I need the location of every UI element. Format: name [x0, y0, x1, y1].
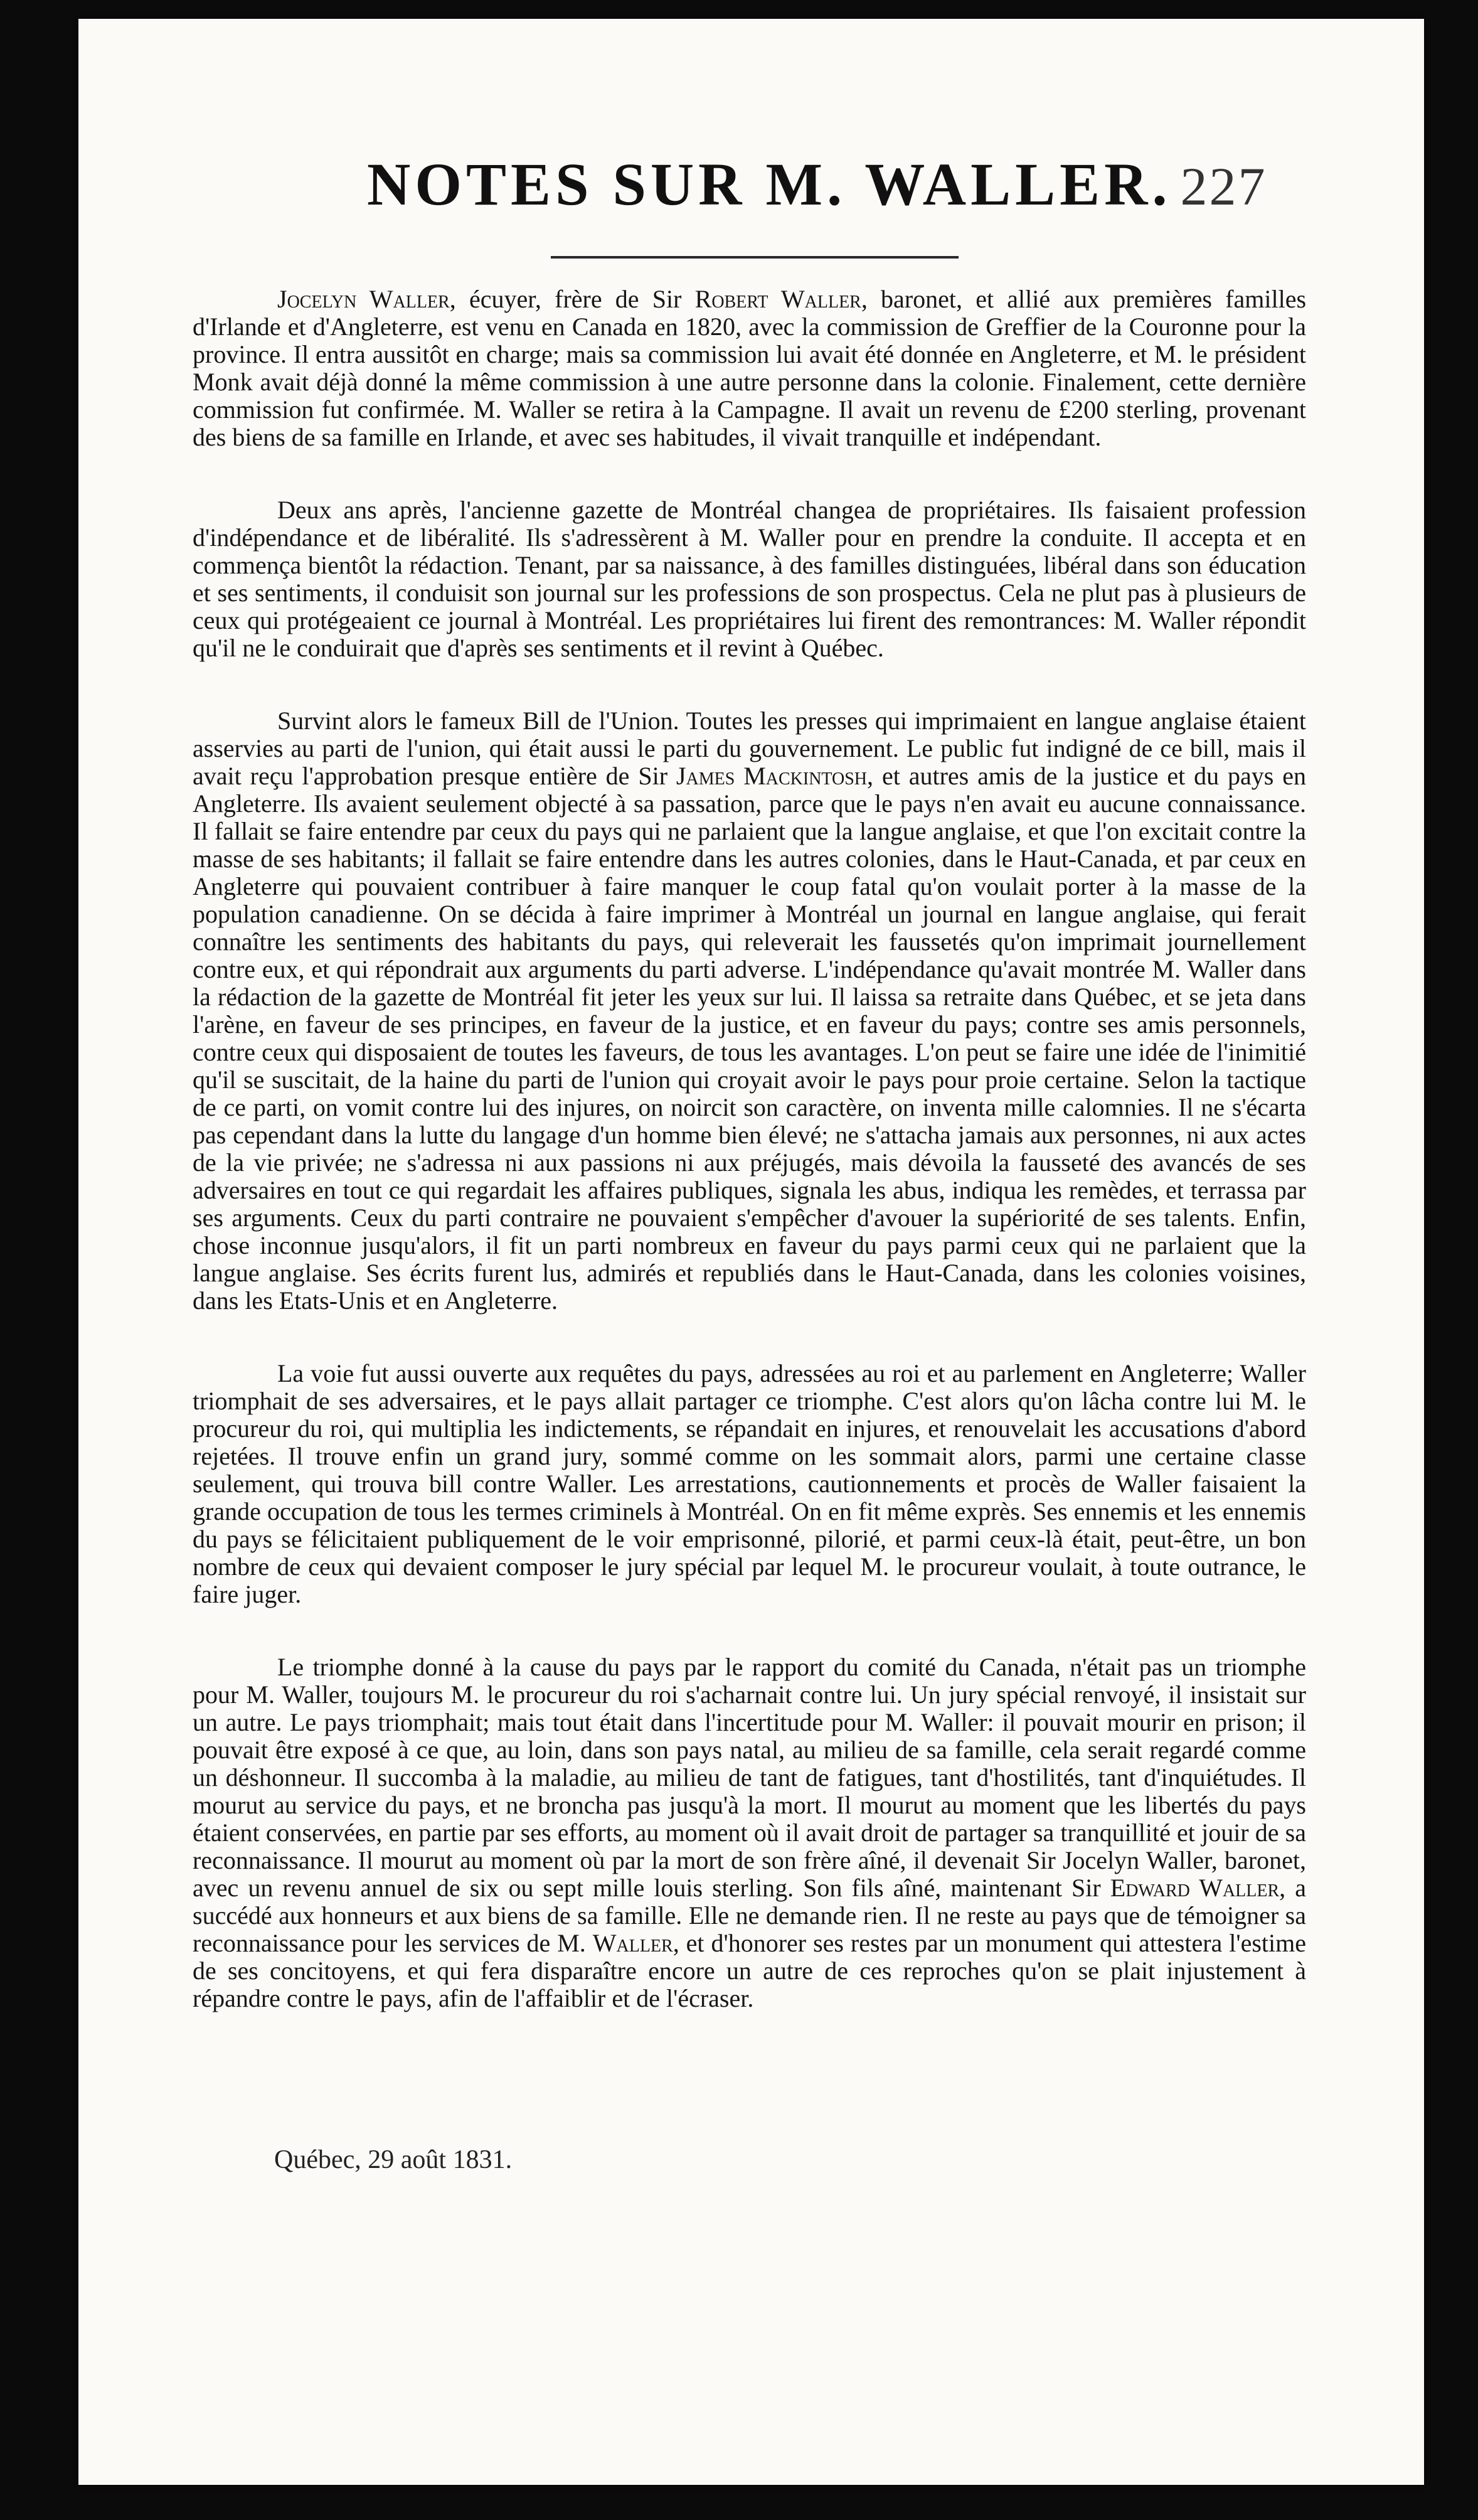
paragraph-5: Le triomphe donné à la cause du pays par le rapport du comité du Canada, n'était pas un triomphe pour M. Waller, toujours M. le procureur du roi s'acharnait contre lui. Un jury spécial renvoyé, il insistait sur un autre. Le pays triomphait; mais tout était dans l'incertitude pour M. Waller: il pouvait mourir en prison; il pouvait être exposé à ce que, au loin, dans son pays natal, au milieu de sa famille, cela serait regardé comme un déshonneur. Il succomba à la maladie, au milieu de tant de fatigues, tant d'hostilités, tant d'inquiétudes. Il mourut au service du pays, et ne broncha pas jusqu'à la mort. Il mourut au moment que les libertés du pays étaient conservées, en partie par ses efforts, au moment où il avait droit de partager sa tranquillité et jouir de sa reconnaissance. Il mourut au moment où par la mort de son frère aîné, il devenait Sir Jocelyn Waller, baronet, avec un revenu annuel de six ou sept mille louis sterling. Son fils aîné, maintenant Sir Edward Waller, a succédé aux honneurs et aux biens de sa famille. Elle ne demande rien. Il ne reste au pays que de témoigner sa reconnaissance pour les services de M. Waller, et d'honorer ses restes par un monument qui attestera l'estime de ses concitoyens, et qui fera disparaître encore un autre de ces reproches qu'on se plait injustement à répandre contre le pays, afin de l'affaiblir et de l'écraser. — [193, 1653, 1306, 2012]
page-title: NOTES SUR M. WALLER. — [367, 151, 1172, 218]
name-robert-waller: Robert Waller — [694, 285, 861, 313]
name-edward-waller: Edward Waller — [1110, 1874, 1280, 1902]
title-rule — [551, 256, 959, 259]
name-jocelyn-waller: Jocelyn Waller — [277, 285, 450, 313]
name-james-mackintosh: James Mackintosh — [676, 762, 868, 790]
paragraph-1: Jocelyn Waller, écuyer, frère de Sir Robert Waller, baronet, et allié aux premières familles d'Irlande et d'Angleterre, est venu en Canada en 1820, avec la commission de Greffier de la Couronne pour la province. Il entra aussitôt en charge; mais sa commission lui avait été donnée en Angleterre, et M. le président Monk avait déjà donné la même commission à une autre personne dans la colonie. Finalement, cette dernière commission fut confirmée. M. Waller se retira à la Campagne. Il avait un revenu de £200 sterling, provenant des biens de sa famille en Irlande, et avec ses habitudes, il vivait tranquille et indépendant. — [193, 285, 1307, 451]
body-text — [193, 286, 1306, 2058]
page-number: 227 — [1180, 156, 1267, 216]
name-waller: Waller — [592, 1929, 673, 1957]
paragraph-4: La voie fut aussi ouverte aux requêtes du pays, adressées au roi et au parlement en Angleterre; Waller triomphait de ses adversaires, et le pays allait partager ce triomphe. C'est alors qu'on lâcha contre lui M. le procureur du roi, qui multiplia les indictements, se répandait en injures, et renouvelait les accusations d'abord rejetées. Il trouve enfin un grand jury, sommé comme on les sommait alors, parmi une certaine classe seulement, qui trouva bill contre Waller. Les arrestations, cautionnements et procès de Waller faisaient la grande occupation de tous les termes criminels à Montréal. On en fit même exprès. Ses ennemis et les ennemis du pays se félicitaient publiquement de le voir emprisonné, pilorié, et parmi ceux-là était, peut-être, un bon nombre de ceux qui devaient composer le jury spécial par lequel M. le procureur voulait, à toute outrance, le faire juger. — [193, 1359, 1306, 1608]
dateline: Québec, 29 août 1831. — [274, 2145, 513, 2174]
header — [367, 149, 1308, 225]
paragraph-3: Survint alors le fameux Bill de l'Union. Toutes les presses qui imprimaient en langue anglaise étaient asservies au parti de l'union, qui était aussi le parti du gouvernement. Le public fut indigné de ce bill, mais il avait reçu l'approbation presque entière de Sir James Mackintosh, et autres amis de la justice et du pays en Angleterre. Ils avaient seulement objecté à sa passation, parce que le pays n'en avait eu aucune connaissance. Il fallait se faire entendre par ceux du pays qui ne parlaient que la langue anglaise, et que l'on excitait contre la masse de ses habitants; il fallait se faire entendre dans les autres colonies, dans le Haut-Canada, et par ceux en Angleterre qui pouvaient contribuer à faire manquer le coup fatal qu'on voulait porter à la masse de la population canadienne. On se décida à faire imprimer à Montréal un journal en langue anglaise, qui ferait connaître les sentiments des habitants du pays, qui releverait les faussetés qu'on imprimait journellement contre eux, et qui répondrait aux arguments du parti adverse. L'indépendance qu'avait montrée M. Waller dans la rédaction de la gazette de Montréal fit jeter les yeux sur lui. Il laissa sa retraite dans Québec, et se jeta dans l'arène, en faveur de ses principes, en faveur de la justice, et en faveur du pays; contre ses amis personnels, contre ceux qui disposaient de toutes les faveurs, de tous les avantages. L'on peut se faire une idée de l'inimitié qu'il se suscitait, de la haine du parti de l'union qui croyait avoir le pays pour proie certaine. Selon la tactique de ce parti, on vomit contre lui des injures, on noircit son caractère, on inventa mille calomnies. Il ne s'écarta pas cependant dans la lutte du langage d'un homme bien élevé; ne s'attacha jamais aux personnes, ni aux actes de la vie privée; ne s'adressa ni aux passions ni aux préjugés, mais dévoila la fausseté des avancés de ses adversaires en tout ce qui regardait les affaires publiques, signala les abus, indiqua les remèdes, et terrassa par ses arguments. Ceux du parti contraire ne pouvaient s'empêcher d'avouer la supériorité de ses talents. Enfin, chose inconnue jusqu'alors, il fit un parti nombreux en faveur du pays parmi ceux qui ne parlaient que la langue anglaise. Ses écrits furent lus, admirés et republiés dans le Haut-Canada, dans les colonies voisines, dans les Etats-Unis et en Angleterre. — [193, 707, 1306, 1315]
paragraph-2: Deux ans après, l'ancienne gazette de Montréal changea de propriétaires. Ils faisaient profession d'indépendance et de libéralité. Ils s'adressèrent à M. Waller pour en prendre la conduite. Il accepta et en commença bientôt la rédaction. Tenant, par sa naissance, à des familles distinguées, libéral dans son éducation et ses sentiments, il conduisit son journal sur les professions de son prospectus. Cela ne plut pas à plusieurs de ceux qui protégeaient ce journal à Montréal. Les propriétaires lui firent des remontrances: M. Waller répondit qu'il ne le conduirait que d'après ses sentiments et il revint à Québec. — [193, 496, 1306, 662]
